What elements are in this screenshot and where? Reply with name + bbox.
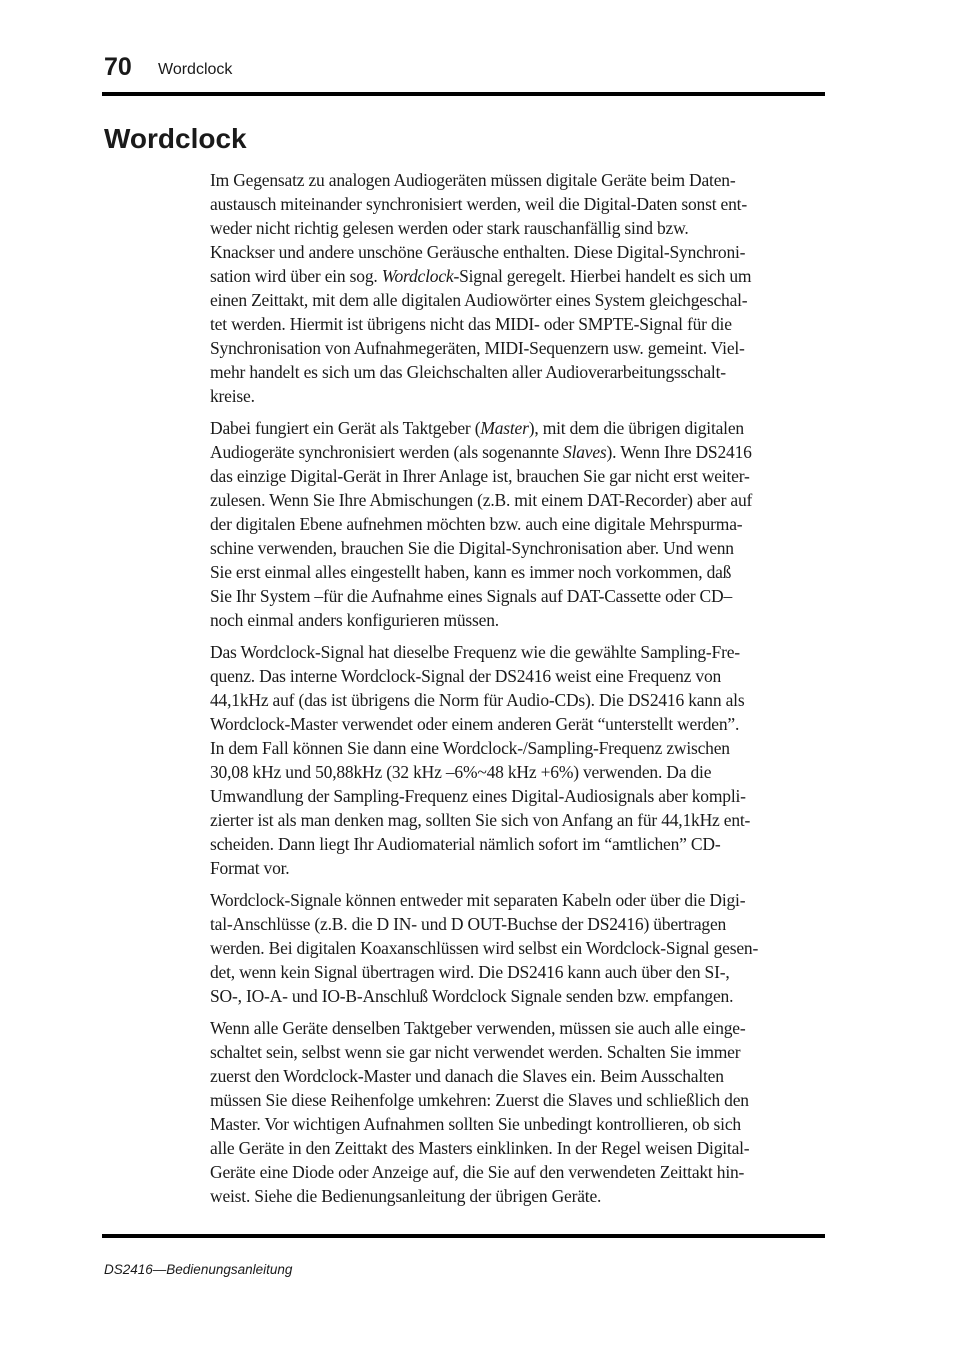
text-line <box>210 264 825 288</box>
text-line <box>210 440 825 464</box>
paragraph <box>210 1016 825 1208</box>
text-line <box>210 1016 825 1040</box>
text-line <box>210 168 825 192</box>
text-segment: SO-, IO-A- und IO-B-Anschluß Wordclock Signale senden bzw. empfangen. <box>210 986 734 1006</box>
text-segment: mehr handelt es sich um das Gleichschalten aller Audioverarbeitungsschalt- <box>210 362 726 382</box>
text-line <box>210 1160 825 1184</box>
text-line <box>210 888 825 912</box>
text-segment: ). Wenn Ihre DS2416 <box>606 442 752 462</box>
text-line <box>210 784 825 808</box>
text-line <box>210 1136 825 1160</box>
text-segment: noch einmal anders konfigurieren müssen. <box>210 610 499 630</box>
text-segment: weist. Siehe die Bedienungsanleitung der übrigen Geräte. <box>210 1186 602 1206</box>
paragraph <box>210 416 825 632</box>
text-segment: müssen Sie diese Reihenfolge umkehren: Zuerst die Slaves und schließlich den <box>210 1090 749 1110</box>
text-line <box>210 584 825 608</box>
text-segment: der digitalen Ebene aufnehmen möchten bzw. auch eine digitale Mehrspurma- <box>210 514 743 534</box>
text-line <box>210 560 825 584</box>
text-segment: Wenn alle Geräte denselben Taktgeber verwenden, müssen sie auch alle einge- <box>210 1018 746 1038</box>
text-segment: das einzige Digital-Gerät in Ihrer Anlage ist, brauchen Sie gar nicht erst weiter- <box>210 466 750 486</box>
text-line <box>210 856 825 880</box>
text-segment: det, wenn kein Signal übertragen wird. Die DS2416 kann auch über den SI-, <box>210 962 730 982</box>
paragraph <box>210 888 825 1008</box>
text-line <box>210 488 825 512</box>
text-segment: Sie erst einmal alles eingestellt haben, kann es immer noch vorkommen, daß <box>210 562 732 582</box>
text-segment: Im Gegensatz zu analogen Audiogeräten müssen digitale Geräte beim Daten- <box>210 170 736 190</box>
text-line <box>210 640 825 664</box>
text-line <box>210 360 825 384</box>
text-segment: alle Geräte in den Zeittakt des Masters einklinken. In der Regel weisen Digital- <box>210 1138 750 1158</box>
text-line <box>210 808 825 832</box>
text-segment: Geräte eine Diode oder Anzeige auf, die Sie auf den verwendeten Zeittakt hin- <box>210 1162 745 1182</box>
text-segment: 44,1kHz auf (das ist übrigens die Norm für Audio-CDs). Die DS2416 kann als <box>210 690 745 710</box>
italic-term: Slaves <box>563 442 607 462</box>
text-line <box>210 664 825 688</box>
text-segment: werden. Bei digitalen Koaxanschlüssen wird selbst ein Wordclock-Signal gesen- <box>210 938 759 958</box>
text-segment: quenz. Das interne Wordclock-Signal der DS2416 weist eine Frequenz von <box>210 666 722 686</box>
paragraph <box>210 168 825 408</box>
text-line <box>210 240 825 264</box>
text-segment: ), mit dem die übrigen digitalen <box>528 418 744 438</box>
text-segment: schine verwenden, brauchen Sie die Digital-Synchronisation aber. Und wenn <box>210 538 734 558</box>
text-line <box>210 1064 825 1088</box>
section-title: Wordclock <box>104 123 247 154</box>
running-header-title: Wordclock <box>158 61 233 78</box>
text-line <box>210 536 825 560</box>
text-segment: austausch miteinander synchronisiert werden, weil die Digital-Daten sonst ent- <box>210 194 747 214</box>
text-line <box>210 1112 825 1136</box>
text-segment: Das Wordclock-Signal hat dieselbe Frequenz wie die gewählte Sampling-Fre- <box>210 642 740 662</box>
text-segment: Format vor. <box>210 858 290 878</box>
text-segment: zulesen. Wenn Sie Ihre Abmischungen (z.B. mit einem DAT-Recorder) aber auf <box>210 490 753 510</box>
text-line <box>210 608 825 632</box>
footer-rule <box>102 1234 825 1238</box>
text-line <box>210 712 825 736</box>
text-segment: -Signal geregelt. Hierbei handelt es sich um <box>453 266 752 286</box>
text-segment: Audiogeräte synchronisiert werden (als sogenannte <box>210 442 564 462</box>
text-line <box>210 416 825 440</box>
text-segment: Knackser und andere unschöne Geräusche enthalten. Diese Digital-Synchroni- <box>210 242 746 262</box>
body-text <box>210 168 825 1216</box>
text-segment: Master. Vor wichtigen Aufnahmen sollten Sie unbedingt kontrollieren, ob sich <box>210 1114 741 1134</box>
footer-text: DS2416—Bedienungsanleitung <box>104 1262 293 1277</box>
header-rule <box>102 92 825 96</box>
paragraph <box>210 640 825 880</box>
text-line <box>210 216 825 240</box>
text-segment: zierter ist als man denken mag, sollten Sie sich von Anfang an für 44,1kHz ent- <box>210 810 751 830</box>
text-segment: tet werden. Hiermit ist übrigens nicht das MIDI- oder SMPTE-Signal für die <box>210 314 732 334</box>
text-line <box>210 1088 825 1112</box>
text-segment: einen Zeittakt, mit dem alle digitalen Audiowörter eines System gleichgeschal- <box>210 290 748 310</box>
text-segment: Wordclock-Signale können entweder mit separaten Kabeln oder über die Digi- <box>210 890 746 910</box>
text-segment: Umwandlung der Sampling-Frequenz eines Digital-Audiosignals aber kompli- <box>210 786 746 806</box>
text-line <box>210 736 825 760</box>
page-number: 70 <box>104 53 132 81</box>
text-line <box>210 912 825 936</box>
text-line <box>210 336 825 360</box>
text-segment: Sie Ihr System –für die Aufnahme eines Signals auf DAT-Cassette oder CD– <box>210 586 733 606</box>
text-line <box>210 384 825 408</box>
text-line <box>210 1184 825 1208</box>
text-segment: schaltet sein, selbst wenn sie gar nicht verwendet werden. Schalten Sie immer <box>210 1042 741 1062</box>
text-segment: In dem Fall können Sie dann eine Wordclock-/Sampling-Frequenz zwischen <box>210 738 730 758</box>
text-segment: weder nicht richtig gelesen werden oder stark rauschanfällig sind bzw. <box>210 218 689 238</box>
text-segment: 30,08 kHz und 50,88kHz (32 kHz –6%~48 kHz +6%) verwenden. Da die <box>210 762 712 782</box>
text-segment: sation wird über ein sog. <box>210 266 382 286</box>
text-line <box>210 288 825 312</box>
text-segment: zuerst den Wordclock-Master und danach die Slaves ein. Beim Ausschalten <box>210 1066 724 1086</box>
italic-term: Master <box>480 418 529 438</box>
text-line <box>210 192 825 216</box>
text-line <box>210 832 825 856</box>
text-segment: kreise. <box>210 386 255 406</box>
text-segment: Synchronisation von Aufnahmegeräten, MIDI-Sequenzern usw. gemeint. Viel- <box>210 338 745 358</box>
text-line <box>210 312 825 336</box>
text-line <box>210 936 825 960</box>
text-segment: tal-Anschlüsse (z.B. die D IN- und D OUT-Buchse der DS2416) übertragen <box>210 914 727 934</box>
text-line <box>210 960 825 984</box>
text-segment: Dabei fungiert ein Gerät als Taktgeber ( <box>210 418 481 438</box>
text-line <box>210 688 825 712</box>
text-line <box>210 1040 825 1064</box>
text-segment: Wordclock-Master verwendet oder einem anderen Gerät “unterstellt werden”. <box>210 714 740 734</box>
italic-term: Wordclock <box>381 266 454 286</box>
text-line <box>210 464 825 488</box>
text-line <box>210 512 825 536</box>
text-line <box>210 760 825 784</box>
text-line <box>210 984 825 1008</box>
text-segment: scheiden. Dann liegt Ihr Audiomaterial nämlich sofort im “amtlichen” CD- <box>210 834 721 854</box>
